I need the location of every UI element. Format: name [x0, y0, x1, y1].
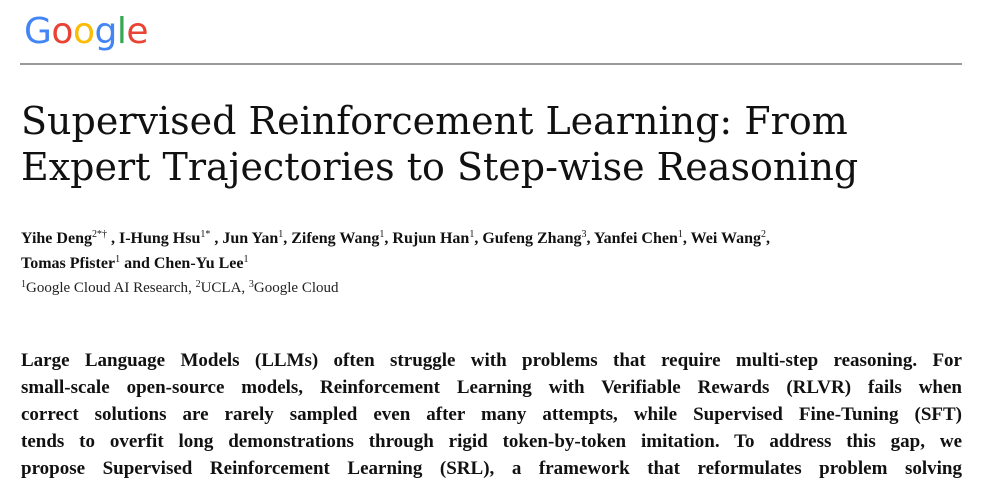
author — [21, 230, 119, 247]
logo-letter: e — [126, 11, 148, 52]
author-name: Wei Wang — [690, 230, 761, 247]
author-affiliation-mark: 1 — [243, 254, 249, 265]
abstract-line: propose Supervised Reinforcement Learning (SRL), a framework that reformulates problem solving — [21, 458, 962, 479]
affiliation-separator: , — [188, 280, 196, 296]
author-affiliation-mark: 1 — [278, 229, 284, 240]
affiliation-mark: 1 — [21, 279, 26, 290]
abstract-line: tends to overfit long demonstrations through rigid token-by-token imitation. To address this gap, we — [21, 431, 962, 452]
author-separator: and — [120, 255, 154, 272]
affiliation-list — [21, 277, 339, 299]
author-name: Yanfei Chen — [593, 230, 678, 247]
logo-letter: l — [116, 11, 127, 52]
author — [594, 230, 691, 247]
author-affiliation-mark: 3 — [581, 229, 587, 240]
logo-letter: g — [94, 11, 117, 52]
author-affiliation-mark: 1* — [200, 229, 211, 240]
author — [392, 230, 482, 247]
logo-letter: o — [51, 11, 73, 52]
title-line-1: Supervised Reinforcement Learning: From — [21, 99, 848, 143]
author-affiliation-mark: 2*† — [91, 229, 107, 240]
author-affiliation-mark: 1 — [115, 254, 121, 265]
abstract-line: Large Language Models (LLMs) often struggle with problems that require multi-step reasoning. For — [21, 350, 962, 371]
author-affiliation-mark: 2 — [761, 229, 766, 240]
author-separator: , — [283, 230, 292, 247]
author — [119, 230, 222, 247]
author-name: Gufeng Zhang — [482, 230, 582, 247]
author-name: Chen-Yu Lee — [153, 255, 244, 272]
affiliation-mark: 3 — [248, 279, 254, 290]
abstract — [21, 347, 962, 482]
paper-title — [21, 98, 941, 190]
author-name: Rujun Han — [392, 230, 470, 247]
author-name: I-Hung Hsu — [118, 230, 201, 247]
author — [222, 230, 291, 247]
author — [691, 230, 770, 247]
google-logo — [24, 11, 148, 52]
author — [21, 255, 154, 272]
author-separator: , — [586, 230, 594, 247]
abstract-line: small-scale open-source models, Reinforcement Learning with Verifiable Rewards (RLVR) fails when — [21, 377, 962, 398]
affiliation-name: Google Cloud — [253, 280, 339, 296]
author-separator: , — [474, 230, 483, 247]
author-affiliation-mark: 1 — [677, 229, 683, 240]
affiliation-mark: 2 — [195, 279, 201, 290]
logo-letter: G — [24, 11, 52, 52]
affiliation-separator: , — [241, 280, 249, 296]
author-separator: , — [106, 230, 119, 247]
author-name: Tomas Pfister — [21, 255, 116, 272]
author — [482, 230, 594, 247]
affiliation-name: UCLA — [200, 280, 242, 296]
header-divider — [20, 63, 962, 65]
author-list — [21, 226, 961, 276]
author-name: Jun Yan — [222, 230, 279, 247]
author-name: Yihe Deng — [21, 230, 92, 247]
author-separator: , — [682, 230, 691, 247]
author-affiliation-mark: 1 — [379, 229, 385, 240]
author-separator: , — [384, 230, 393, 247]
author — [154, 255, 249, 272]
title-line-2: Expert Trajectories to Step-wise Reasoning — [21, 145, 859, 189]
author-separator: , — [210, 230, 223, 247]
abstract-line: correct solutions are rarely sampled even after many attempts, while Supervised Fine-Tuning (SFT) — [21, 404, 962, 425]
author — [291, 230, 392, 247]
author-separator: , — [766, 230, 770, 247]
author-name: Zifeng Wang — [291, 230, 380, 247]
author-affiliation-mark: 1 — [469, 229, 475, 240]
logo-letter: o — [72, 11, 95, 52]
affiliation-name: Google Cloud AI Research — [26, 280, 189, 296]
